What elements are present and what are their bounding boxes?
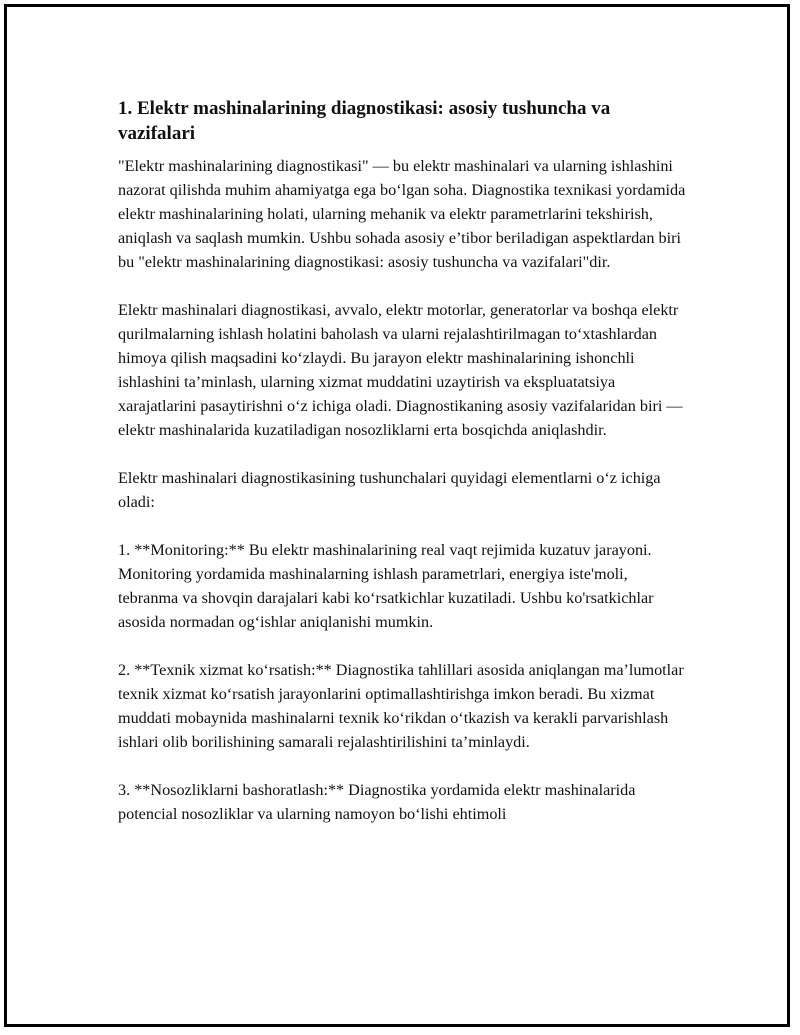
paragraph-intro: "Elektr mashinalarining diagnostikasi" — bu elektr mashinalari va ularning ishlashini nazorat qilishda muhim ahamiyatga ega bo‘lgan soha. Diagnostika texnikasi yordamida elektr mashinalarining holati, ularning mehanik va elektr parametrlarini tekshirish, aniqlash va saqlash mumkin. Ushbu sohada asosiy e’tibor beriladigan aspektlardan biri bu "elektr mashinalarining diagnostikasi: asosiy tushuncha va vazifalari"dir. <box>118 157 686 271</box>
paragraph-purpose: Elektr mashinalari diagnostikasi, avvalo, elektr motorlar, generatorlar va boshqa elektr qurilmalarning ishlash holatini baholash va ularni rejalashtirilmagan to‘xtashlardan himoya qilish maqsadini ko‘zlaydi. Bu jarayon elektr mashinalarining ishonchli ishlashini ta’minlash, ularning xizmat muddatini uzaytirish va ekspluatatsiya xarajatlarini pasaytirishni o‘z ichiga oladi. Diagnostikaning asosiy vazifalaridan biri — elektr mashinalarida kuzatiladigan nosozliklarni erta bosqichda aniqlashdir. <box>118 301 683 439</box>
list-item-fault-prediction: 3. **Nosozliklarni bashoratlash:** Diagnostika yordamida elektr mashinalarida potencial nosozliklar va ularning namoyon bo‘lishi ehtimoli <box>118 781 636 823</box>
document-body <box>118 96 688 850</box>
document-title: 1. Elektr mashinalarining diagnostikasi: asosiy tushuncha va vazifalari <box>118 98 611 144</box>
list-item-monitoring: 1. **Monitoring:** Bu elektr mashinalarining real vaqt rejimida kuzatuv jarayoni. Monitoring yordamida mashinalarning ishlash parametrlari, energiya iste'moli, tebranma va shovqin darajalari kabi ko‘rsatkichlar kuzatiladi. Ushbu ko'rsatkichlar asosida normadan og‘ishlar aniqlanishi mumkin. <box>118 541 654 631</box>
list-item-maintenance: 2. **Texnik xizmat ko‘rsatish:** Diagnostika tahlillari asosida aniqlangan ma’lumotlar texnik xizmat ko‘rsatish jarayonlarini optimallashtirishga imkon beradi. Bu xizmat muddati mobaynida mashinalarni texnik ko‘rikdan o‘tkazish va kerakli parvarishlash ishlari olib borilishining samarali rejalashtirilishini ta’minlaydi. <box>118 661 684 751</box>
paragraph-concepts-lead: Elektr mashinalari diagnostikasining tushunchalari quyidagi elementlarni o‘z ichiga oladi: <box>118 469 661 511</box>
